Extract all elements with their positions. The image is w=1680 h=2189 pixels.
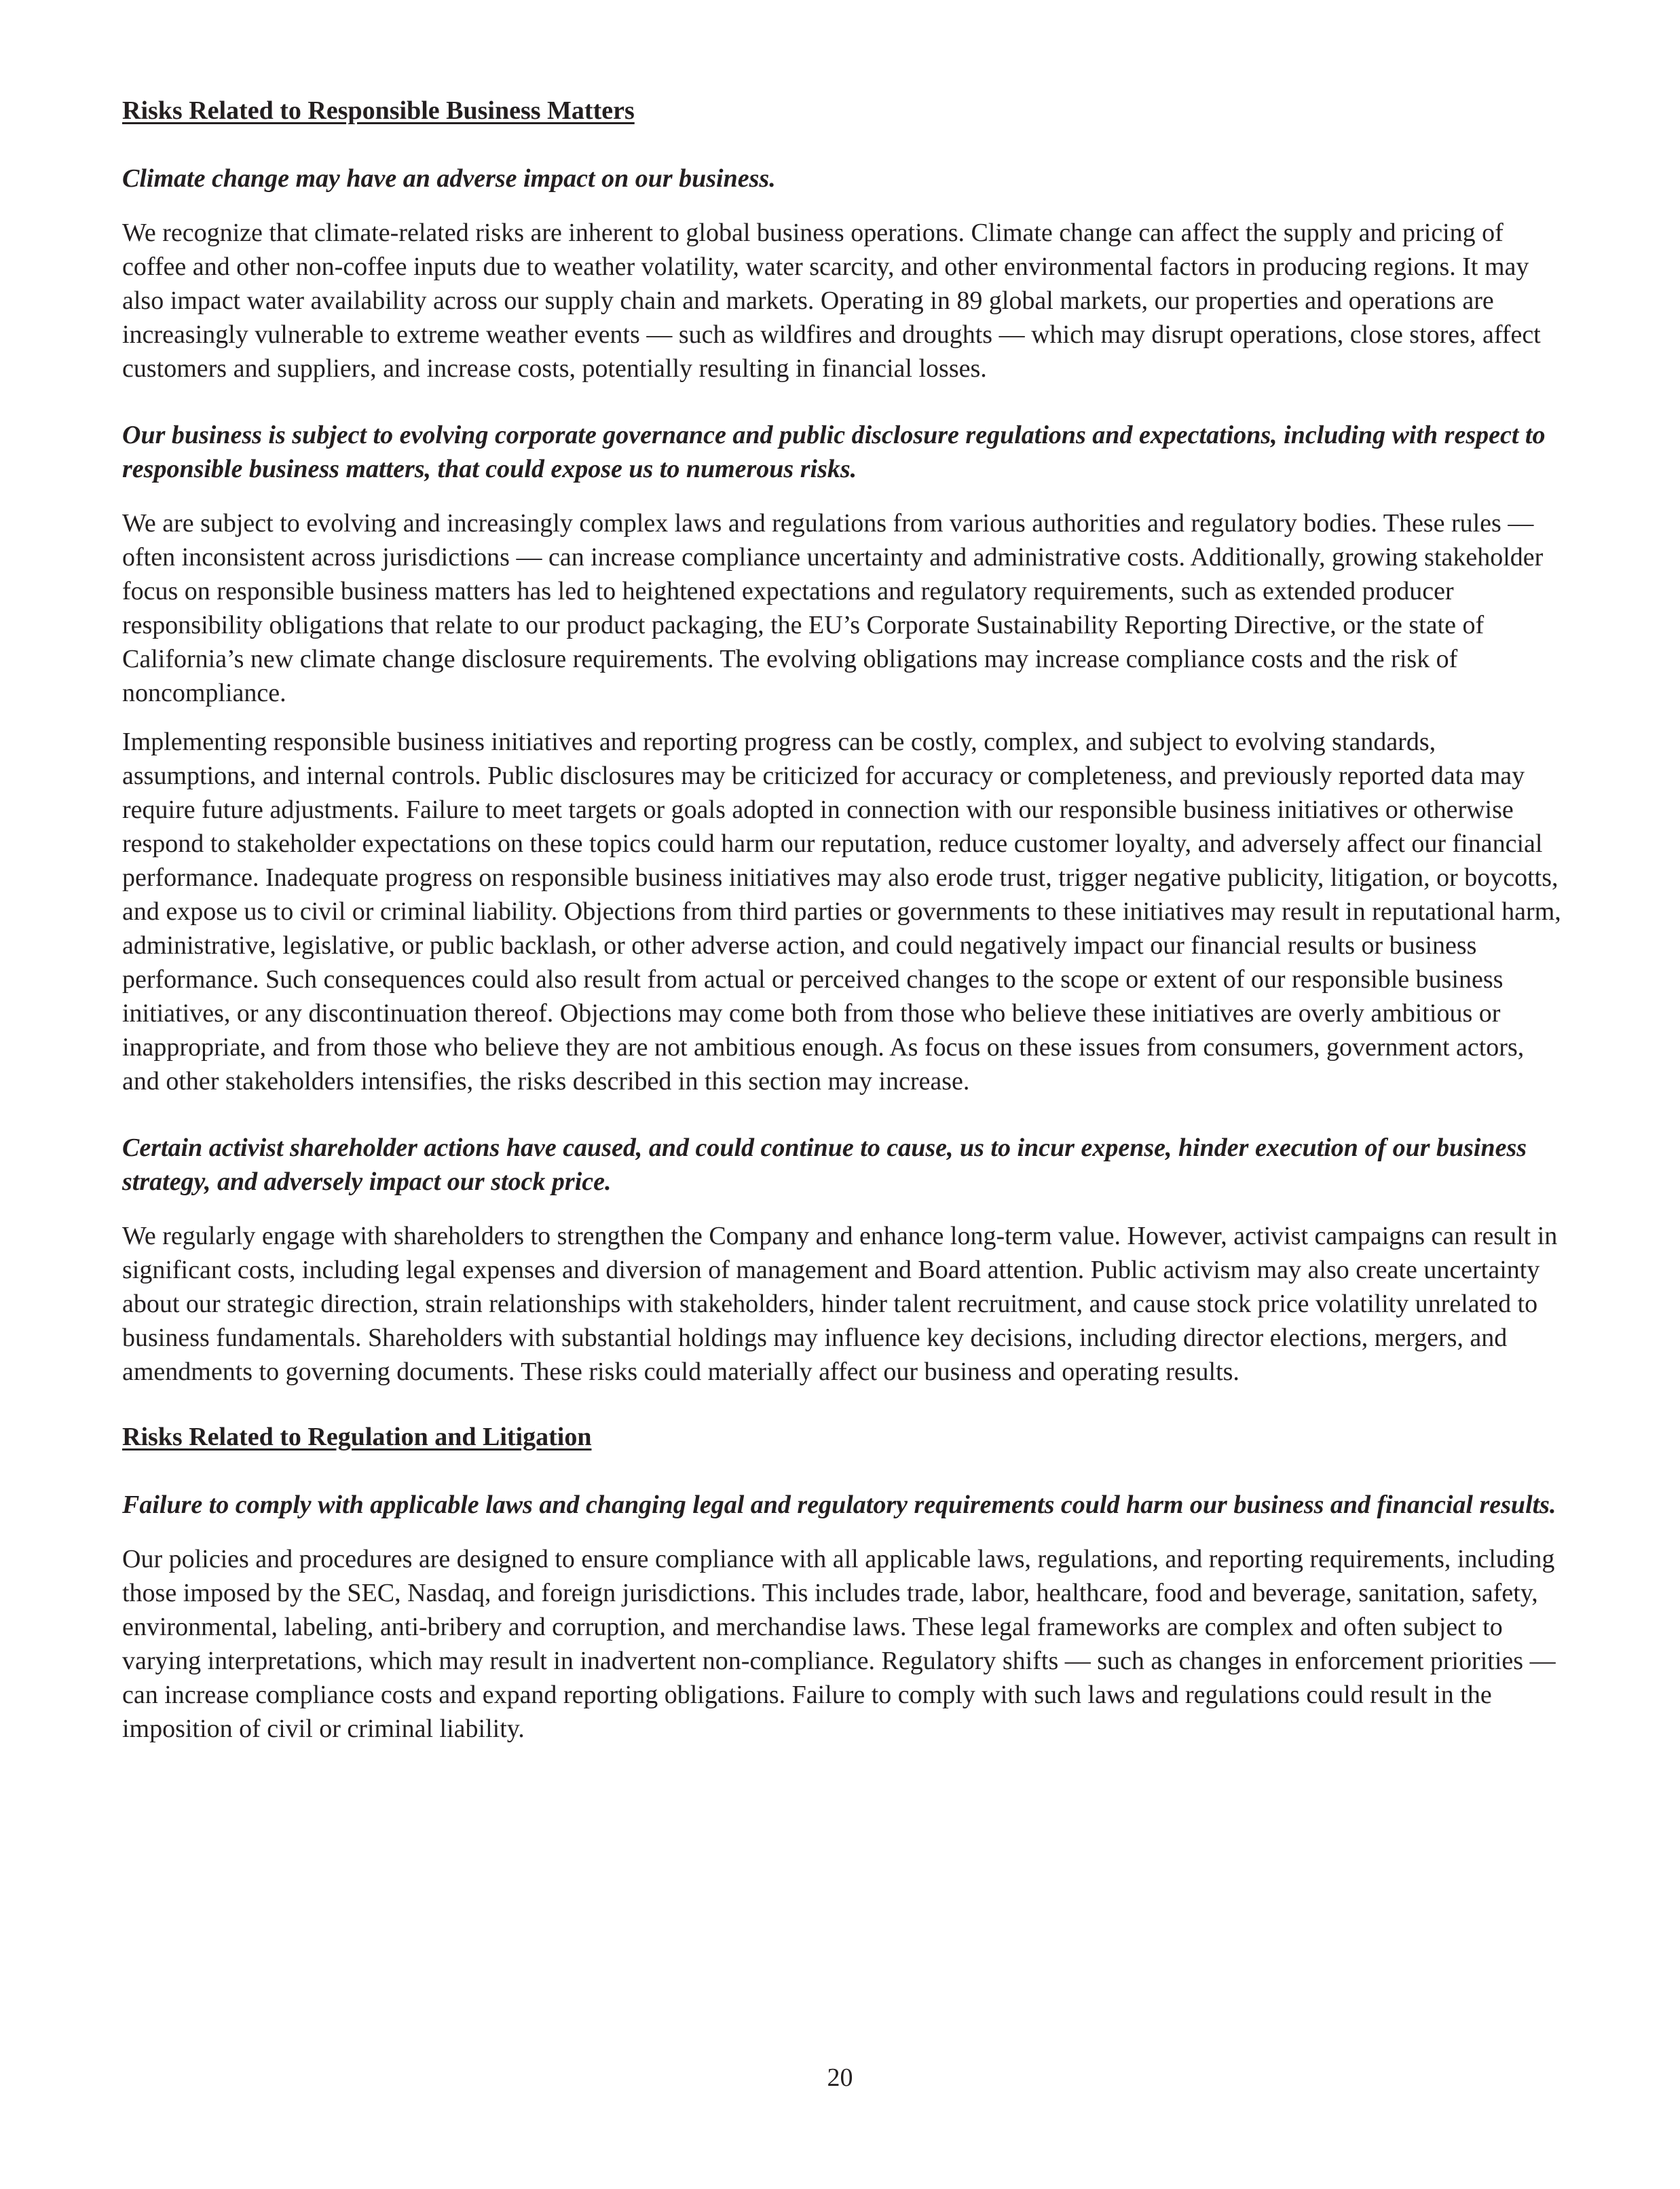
risk-title-governance-disclosure: Our business is subject to evolving corporate governance and public disclosure regulations and expectations, including with respect to responsible business matters, that could expose us to numerous risks. <box>122 421 1546 483</box>
page-number: 20 <box>827 2063 853 2092</box>
section-heading-responsible-business: Risks Related to Responsible Business Matters <box>122 96 635 125</box>
document-page <box>122 88 1565 1746</box>
paragraph-governance-disclosure-1: We are subject to evolving and increasingly complex laws and regulations from various authorities and regulatory bodies. These rules — often inconsistent across jurisdictions — can increase compliance uncertainty and administrative costs. Additionally, growing stakeholder focus on responsible business matters has led to heightened expectations and regulatory requirements, such as extended producer responsibility obligations that relate to our product packaging, the EU’s Corporate Sustainability Reporting Directive, or the state of California’s new climate change disclosure requirements. The evolving obligations may increase compliance costs and the risk of noncompliance. <box>122 509 1544 707</box>
paragraph-activist-shareholders: We regularly engage with shareholders to strengthen the Company and enhance long-term value. However, activist campaigns can result in significant costs, including legal expenses and diversion of management and Board attention. Public activism may also create uncertainty about our strategic direction, strain relationships with stakeholders, hinder talent recruitment, and cause stock price volatility unrelated to business fundamentals. Shareholders with substantial holdings may influence key decisions, including director elections, mergers, and amendments to governing documents. These risks could materially affect our business and operating results. <box>122 1222 1558 1386</box>
paragraph-governance-disclosure-2: Implementing responsible business initiatives and reporting progress can be costly, complex, and subject to evolving standards, assumptions, and internal controls. Public disclosures may be criticized for accuracy or completeness, and previously reported data may require future adjustments. Failure to meet targets or goals adopted in connection with our responsible business initiatives or otherwise respond to stakeholder expectations on these topics could harm our reputation, reduce customer loyalty, and adversely affect our financial performance. Inadequate progress on responsible business initiatives may also erode trust, trigger negative publicity, litigation, or boycotts, and expose us to civil or criminal liability. Objections from third parties or governments to these initiatives may result in reputational harm, administrative, legislative, or public backlash, or other adverse action, and could negatively impact our financial results or business performance. Such consequences could also result from actual or perceived changes to the scope or extent of our responsible business initiatives, or any discontinuation thereof. Objections may come both from those who believe these initiatives are overly ambitious or inappropriate, and from those who believe they are not ambitious enough. As focus on these issues from consumers, government actors, and other stakeholders intensifies, the risks described in this section may increase. <box>122 728 1561 1096</box>
section-heading-regulation-litigation: Risks Related to Regulation and Litigation <box>122 1423 592 1451</box>
risk-title-climate-change: Climate change may have an adverse impact on our business. <box>122 164 776 193</box>
risk-title-legal-compliance: Failure to comply with applicable laws and changing legal and regulatory requirements could harm our business and financial results. <box>122 1491 1556 1519</box>
paragraph-legal-compliance: Our policies and procedures are designed to ensure compliance with all applicable laws, regulations, and reporting requirements, including those imposed by the SEC, Nasdaq, and foreign jurisdictions. This includes trade, labor, healthcare, food and beverage, sanitation, safety, environmental, labeling, anti-bribery and corruption, and merchandise laws. These legal frameworks are complex and often subject to varying interpretations, which may result in inadvertent non-compliance. Regulatory shifts — such as changes in enforcement priorities — can increase compliance costs and expand reporting obligations. Failure to comply with such laws and regulations could result in the imposition of civil or criminal liability. <box>122 1545 1556 1743</box>
risk-title-activist-shareholders: Certain activist shareholder actions have caused, and could continue to cause, us to incur expense, hinder execution of our business strategy, and adversely impact our stock price. <box>122 1134 1527 1196</box>
paragraph-climate-change: We recognize that climate-related risks are inherent to global business operations. Climate change can affect the supply and pricing of coffee and other non-coffee inputs due to weather volatility, water scarcity, and other environmental factors in producing regions. It may also impact water availability across our supply chain and markets. Operating in 89 global markets, our properties and operations are increasingly vulnerable to extreme weather events — such as wildfires and droughts — which may disrupt operations, close stores, affect customers and suppliers, and increase costs, potentially resulting in financial losses. <box>122 219 1541 383</box>
